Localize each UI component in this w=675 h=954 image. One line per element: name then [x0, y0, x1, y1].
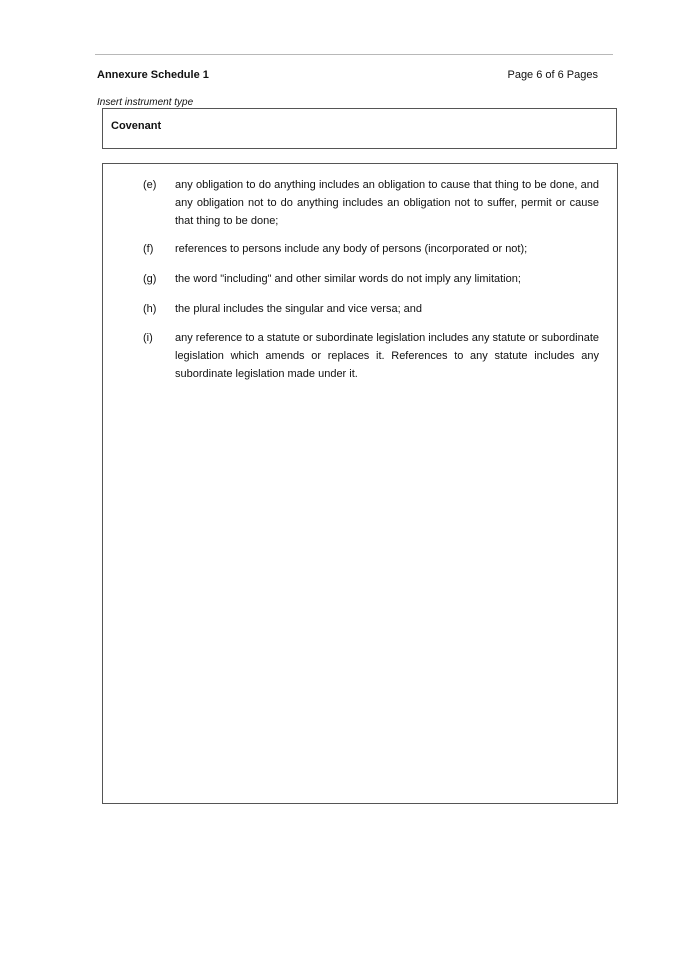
instrument-type-box	[102, 108, 617, 149]
schedule-title: Annexure Schedule 1	[97, 69, 209, 81]
instrument-type-value: Covenant	[111, 120, 162, 132]
page-number: Page 6 of 6 Pages	[507, 69, 598, 81]
clause-text: the plural includes the singular and vice versa; and	[175, 303, 423, 315]
clause-marker: (f)	[143, 243, 154, 255]
clause-text: any obligation to do anything includes an obligation to cause that thing to be done, and any obligation not to do anything includes an obligation not to suffer, permit or cause that thing to be done;	[175, 179, 599, 227]
clause-marker: (e)	[143, 179, 157, 191]
clause-text: references to persons include any body of persons (incorporated or not);	[175, 243, 528, 255]
top-divider	[95, 54, 613, 55]
clause-marker: (i)	[143, 332, 153, 344]
content-box	[102, 163, 618, 804]
instrument-type-label: Insert instrument type	[97, 97, 194, 108]
clause-text: any reference to a statute or subordinate legislation includes any statute or subordinate legislation which amends or replaces it. References to any statute includes any subordinate legislation made under it.	[175, 332, 599, 380]
clause-text: the word "including" and other similar words do not imply any limitation;	[175, 273, 521, 285]
clause-marker: (h)	[143, 303, 157, 315]
clause-marker: (g)	[143, 273, 157, 285]
